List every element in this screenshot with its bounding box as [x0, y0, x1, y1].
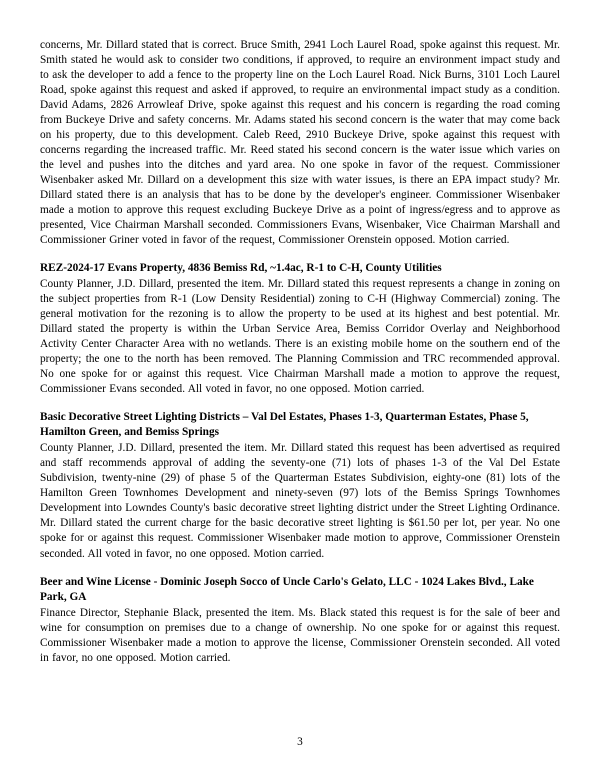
agenda-heading-rez-2024-17: REZ-2024-17 Evans Property, 4836 Bemiss Rd, ~1.4ac, R-1 to C-H, County Utilities — [40, 262, 442, 275]
minutes-paragraph-rezoning-discussion: concerns, Mr. Dillard stated that is correct. Bruce Smith, 2941 Loch Laurel Road, spoke against this request. Mr. Smith stated he would ask to consider two conditions, if approved, to require an environment impact study and to ask the developer to add a fence to the property line on the Loch Laurel Road. Nick Burns, 3101 Loch Laurel Road, spoke against this request and asked if approved, to require an environmental impact study as a condition. David Adams, 2826 Arrowleaf Drive, spoke against this request and his concern is regarding the road coming from Buckeye Drive and safety concerns. Mr. Adams stated his second concern is the water that may come back on his property, due to this development. Caleb Reed, 2910 Buckeye Drive, spoke against this request with concerns regarding the increased traffic. Mr. Reed stated his second concern is the water issue which varies on the level and pushes into the ditches and yard area. No one spoke in favor of the request. Commissioner Wisenbaker asked Mr. Dillard on a development this size with water issues, is there an EPA impact study? Mr. Dillard stated there is an analysis that has to be done by the developer's engineer. Commissioner Wisenbaker made a motion to approve this request excluding Buckeye Drive as a point of ingress/egress and to approve as presented, Vice Chairman Marshall seconded. Commissioners Evans, Wisenbaker, Vice Chairman Marshall and Commissioner Griner voted in favor of the request, Commissioner Orenstein opposed. Motion carried. — [40, 39, 560, 247]
minutes-paragraph-beer-and-wine-license: Finance Director, Stephanie Black, presented the item. Ms. Black stated this request is for the sale of beer and wine for consumption on premises due to a change of ownership. No one spoke for or against this request. Commissioner Wisenbaker made a motion to approve the license, Commissioner Orenstein seconded. All voted in favor, no one opposed. Motion carried. — [40, 606, 560, 664]
minutes-paragraph-street-lighting-districts: County Planner, J.D. Dillard, presented the item. Mr. Dillard stated this request has been advertised as required and staff recommends approval of adding the seventy-one (71) lots of phases 1-3 of the Val Del Estate Subdivision, twenty-nine (29) of phase 5 of the Quarterman Estates Subdivision, eighty-one (81) lots of the Hamilton Green Townhomes Development and ninety-seven (97) lots of the Bemiss Springs Townhomes Development into Lowndes County's basic decorative street lighting district under the Street Lighting Ordinance. Mr. Dillard stated the current charge for the basic decorative street lighting is $61.50 per lot, per year. No one spoke for or against this request. Commissioner Wisenbaker made motion to approve, Commissioner Orenstein seconded. All voted in favor, no one opposed. Motion carried. — [40, 442, 560, 560]
agenda-heading-beer-and-wine-license: Beer and Wine License - Dominic Joseph Socco of Uncle Carlo's Gelato, LLC - 1024 Lakes Blvd., Lake Park, GA — [40, 575, 534, 603]
agenda-heading-street-lighting-districts: Basic Decorative Street Lighting Districts – Val Del Estates, Phases 1-3, Quarterman Estates, Phase 5, Hamilton Green, and Bemiss Springs — [40, 411, 529, 439]
page-number: 3 — [297, 736, 303, 748]
minutes-paragraph-rez-2024-17: County Planner, J.D. Dillard, presented the item. Mr. Dillard stated this request represents a change in zoning on the subject properties from R-1 (Low Density Residential) zoning to C-H (Highway Commercial) zoning. The general motivation for the rezoning is to allow the property to be used at its highest and best potential. Mr. Dillard stated the property is within the Urban Service Area, Bemiss Corridor Overlay and Neighborhood Activity Center Character Area with no wetlands. There is an existing mobile home on the southern end of the property; the one to the north has been removed. The Planning Commission and TRC recommended approval. No one spoke for or against this request. Vice Chairman Marshall made a motion to approve the request, Commissioner Evans seconded. All voted in favor, no one opposed. Motion carried. — [40, 278, 560, 396]
